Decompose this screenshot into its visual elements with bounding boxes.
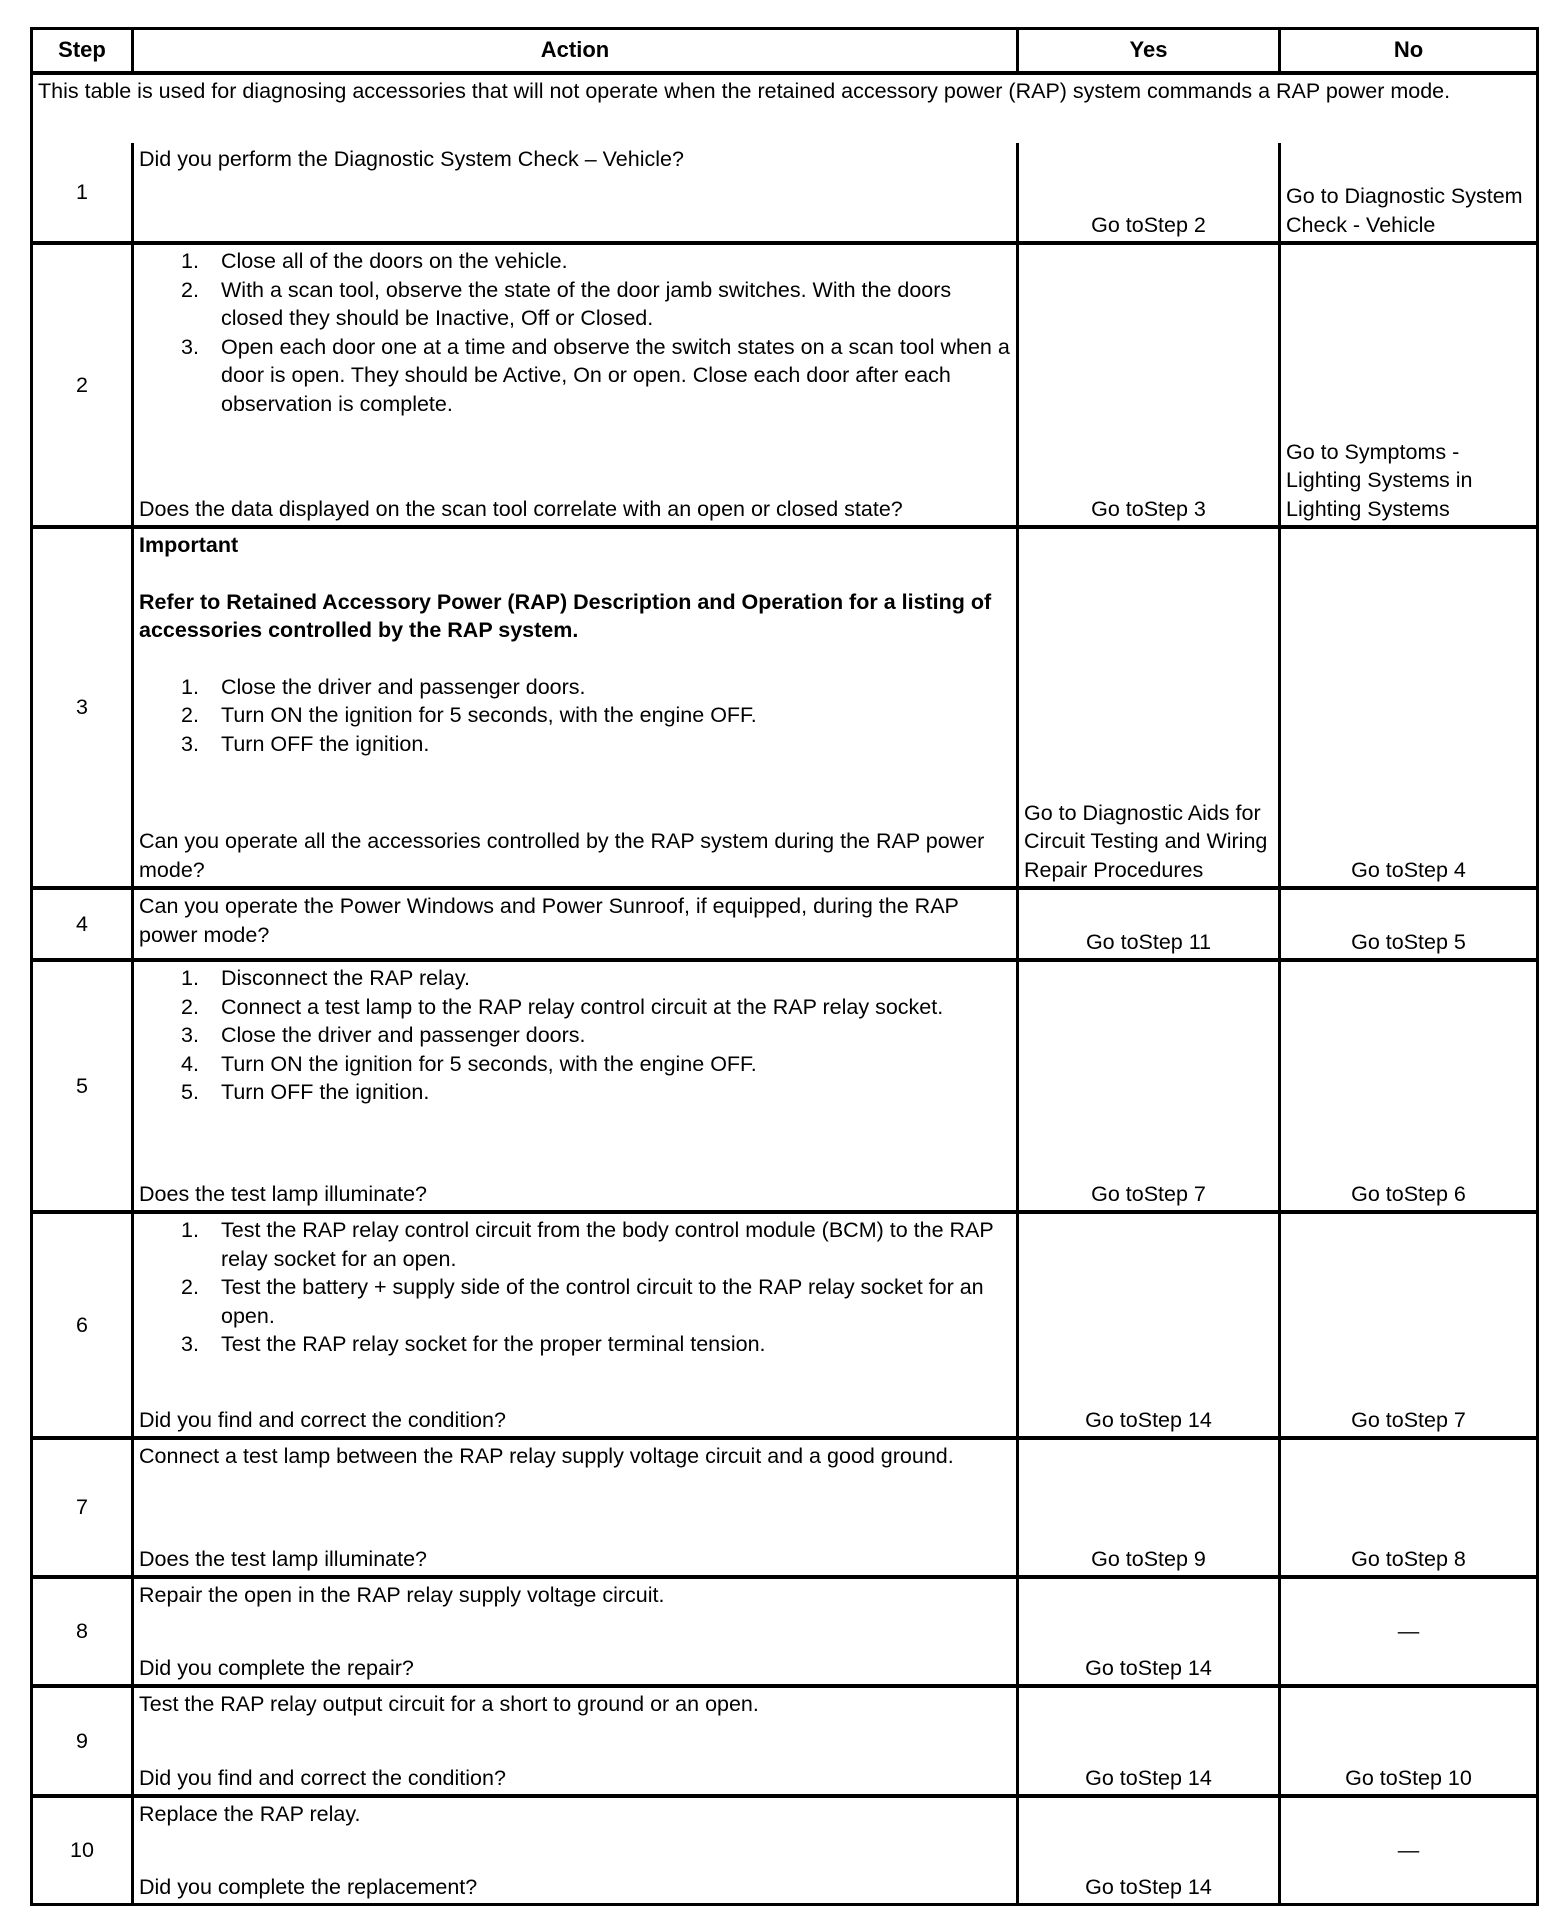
no-cell bbox=[1278, 1688, 1536, 1794]
list-text: Test the battery + supply side of the control circuit to the RAP relay socket for an open. bbox=[221, 1275, 984, 1328]
list-number: 2. bbox=[181, 1275, 199, 1299]
yes-cell bbox=[1016, 1214, 1278, 1436]
action-cell bbox=[131, 890, 1016, 958]
step-number: 3 bbox=[76, 695, 88, 720]
list-number: 3. bbox=[181, 1332, 199, 1356]
step-number: 10 bbox=[70, 1838, 94, 1863]
action-text: Can you operate the Power Windows and Power Sunroof, if equipped, during the RAP power mode? bbox=[139, 894, 959, 947]
yes-cell bbox=[1016, 962, 1278, 1210]
list-item bbox=[139, 1216, 1011, 1273]
list-number: 2. bbox=[181, 994, 199, 1019]
step-number: 2 bbox=[76, 372, 88, 397]
yes-result: Go toStep 9 bbox=[1091, 1546, 1206, 1571]
list-item bbox=[139, 276, 1011, 333]
action-cell bbox=[131, 1579, 1016, 1684]
list-item bbox=[139, 1050, 1011, 1079]
header-no: No bbox=[1278, 30, 1536, 71]
step-number: 9 bbox=[76, 1728, 88, 1753]
table-row bbox=[33, 958, 1536, 1210]
list-item bbox=[139, 1078, 1011, 1107]
action-question: Does the data displayed on the scan tool correlate with an open or closed state? bbox=[139, 496, 903, 521]
step-number: 6 bbox=[76, 1312, 88, 1337]
action-cell bbox=[131, 1440, 1016, 1575]
table-row bbox=[33, 1794, 1536, 1903]
list-text: With a scan tool, observe the state of the door jamb switches. With the doors closed they should be Inactive, Off or Closed. bbox=[221, 277, 952, 330]
table-row bbox=[33, 1684, 1536, 1794]
list-text: Close the driver and passenger doors. bbox=[221, 674, 586, 699]
list-text: Connect a test lamp to the RAP relay control circuit at the RAP relay socket. bbox=[221, 994, 944, 1019]
table-row bbox=[33, 241, 1536, 525]
list-item bbox=[139, 964, 1011, 993]
yes-result: Go toStep 2 bbox=[1091, 212, 1206, 237]
yes-result: Go toStep 14 bbox=[1085, 1765, 1212, 1790]
header-row bbox=[33, 30, 1536, 71]
list-number: 1. bbox=[181, 1218, 199, 1242]
yes-cell bbox=[1016, 143, 1278, 241]
no-result: Go toStep 4 bbox=[1351, 857, 1466, 882]
yes-cell bbox=[1016, 1688, 1278, 1794]
table-row bbox=[33, 1210, 1536, 1436]
action-cell bbox=[131, 1688, 1016, 1794]
list-item bbox=[139, 1273, 1011, 1330]
yes-cell bbox=[1016, 245, 1278, 525]
list-number: 1. bbox=[181, 966, 199, 990]
list-number: 2. bbox=[181, 277, 199, 302]
list-text: Test the RAP relay control circuit from the body control module (BCM) to the RAP relay socket for an open. bbox=[221, 1218, 994, 1271]
list-item bbox=[139, 730, 1011, 759]
step-number: 8 bbox=[76, 1619, 88, 1644]
list-item bbox=[139, 673, 1011, 702]
step-number: 4 bbox=[76, 911, 88, 936]
list-number: 3. bbox=[181, 334, 199, 359]
no-result: Go toStep 5 bbox=[1351, 929, 1466, 954]
list-number: 4. bbox=[181, 1051, 199, 1076]
action-question: Did you find and correct the condition? bbox=[139, 1407, 506, 1432]
action-question: Did you complete the replacement? bbox=[139, 1874, 478, 1899]
header-yes: Yes bbox=[1016, 30, 1278, 71]
list-text: Turn ON the ignition for 5 seconds, with the engine OFF. bbox=[221, 703, 757, 727]
no-result: Go to Symptoms - Lighting Systems in Lighting Systems bbox=[1286, 439, 1473, 521]
spacer bbox=[139, 645, 1011, 673]
action-question: Does the test lamp illuminate? bbox=[139, 1181, 428, 1206]
action-cell bbox=[131, 529, 1016, 886]
no-cell bbox=[1278, 1798, 1536, 1903]
action-question: Did you find and correct the condition? bbox=[139, 1765, 506, 1790]
intro-text: This table is used for diagnosing accessories that will not operate when the retained accessory power (RAP) system commands a RAP power mode. bbox=[33, 71, 1536, 143]
spacer bbox=[139, 560, 1011, 588]
no-cell bbox=[1278, 245, 1536, 525]
action-instructions bbox=[139, 892, 1011, 949]
action-instructions bbox=[139, 247, 1011, 418]
no-result: Go toStep 10 bbox=[1345, 1765, 1472, 1790]
no-result: Go toStep 8 bbox=[1351, 1546, 1466, 1571]
list-text: Close the driver and passenger doors. bbox=[221, 1023, 586, 1047]
yes-result: Go toStep 14 bbox=[1085, 1407, 1212, 1432]
list-number: 1. bbox=[181, 249, 199, 273]
no-result: Go to Diagnostic System Check - Vehicle bbox=[1286, 184, 1523, 237]
action-text: Did you perform the Diagnostic System Check – Vehicle? bbox=[139, 147, 684, 171]
action-text: Connect a test lamp between the RAP relay supply voltage circuit and a good ground. bbox=[139, 1444, 954, 1468]
table-row bbox=[33, 525, 1536, 886]
table-row bbox=[33, 143, 1536, 241]
important-note: Important bbox=[139, 533, 239, 557]
list-item bbox=[139, 701, 1011, 730]
yes-result: Go toStep 14 bbox=[1085, 1655, 1212, 1680]
list-number: 2. bbox=[181, 703, 199, 727]
yes-cell bbox=[1016, 890, 1278, 958]
list-number: 3. bbox=[181, 731, 199, 756]
action-instructions bbox=[139, 1800, 1011, 1829]
yes-cell bbox=[1016, 529, 1278, 886]
action-cell bbox=[131, 245, 1016, 525]
list-text: Turn OFF the ignition. bbox=[221, 731, 430, 756]
yes-result: Go toStep 11 bbox=[1085, 929, 1212, 954]
important-note: Refer to Retained Accessory Power (RAP) Description and Operation for a listing of accessories controlled by the RAP system. bbox=[139, 589, 992, 642]
no-cell bbox=[1278, 962, 1536, 1210]
table-row bbox=[33, 1436, 1536, 1575]
action-instructions bbox=[139, 145, 1011, 174]
no-cell bbox=[1278, 529, 1536, 886]
list-text: Turn ON the ignition for 5 seconds, with the engine OFF. bbox=[221, 1051, 757, 1076]
step-number: 5 bbox=[76, 1073, 88, 1098]
list-text: Turn OFF the ignition. bbox=[221, 1080, 430, 1104]
yes-result: Go toStep 14 bbox=[1085, 1874, 1212, 1899]
header-action: Action bbox=[131, 30, 1016, 71]
yes-cell bbox=[1016, 1440, 1278, 1575]
step-number: 7 bbox=[76, 1495, 88, 1520]
yes-result: Go to Diagnostic Aids for Circuit Testing and Wiring Repair Procedures bbox=[1024, 800, 1268, 882]
action-instructions bbox=[139, 1442, 1011, 1471]
list-item bbox=[139, 333, 1011, 419]
action-cell bbox=[131, 962, 1016, 1210]
step-number: 1 bbox=[76, 179, 88, 204]
no-cell bbox=[1278, 890, 1536, 958]
yes-cell bbox=[1016, 1579, 1278, 1684]
diagnostic-table bbox=[30, 27, 1539, 1906]
list-item bbox=[139, 1330, 1011, 1359]
action-instructions bbox=[139, 1581, 1011, 1610]
action-cell bbox=[131, 1214, 1016, 1436]
no-result: — bbox=[1397, 1838, 1420, 1863]
list-item bbox=[139, 247, 1011, 276]
table-row bbox=[33, 1575, 1536, 1684]
action-instructions bbox=[139, 964, 1011, 1107]
yes-cell bbox=[1016, 1798, 1278, 1903]
list-text: Test the RAP relay socket for the proper terminal tension. bbox=[221, 1332, 766, 1356]
no-cell bbox=[1278, 143, 1536, 241]
list-text: Open each door one at a time and observe the switch states on a scan tool when a door is open. They should be Active, On or open. Close each door after each observation is complete. bbox=[221, 334, 1010, 416]
action-text: Test the RAP relay output circuit for a short to ground or an open. bbox=[139, 1692, 759, 1716]
no-result: Go toStep 6 bbox=[1351, 1181, 1466, 1206]
no-cell bbox=[1278, 1579, 1536, 1684]
action-cell bbox=[131, 143, 1016, 241]
table-row bbox=[33, 886, 1536, 958]
yes-result: Go toStep 7 bbox=[1091, 1181, 1206, 1206]
action-question: Can you operate all the accessories controlled by the RAP system during the RAP power mode? bbox=[139, 829, 985, 882]
header-step: Step bbox=[58, 37, 106, 63]
no-cell bbox=[1278, 1214, 1536, 1436]
action-instructions bbox=[139, 1690, 1011, 1719]
list-number: 1. bbox=[181, 674, 199, 699]
no-cell bbox=[1278, 1440, 1536, 1575]
list-number: 3. bbox=[181, 1023, 199, 1047]
action-text: Repair the open in the RAP relay supply voltage circuit. bbox=[139, 1583, 665, 1607]
yes-result: Go toStep 3 bbox=[1091, 496, 1206, 521]
action-instructions bbox=[139, 531, 1011, 758]
action-question: Did you complete the repair? bbox=[139, 1655, 414, 1680]
list-item bbox=[139, 1021, 1011, 1050]
action-text: Replace the RAP relay. bbox=[139, 1802, 361, 1826]
list-text: Close all of the doors on the vehicle. bbox=[221, 249, 568, 273]
action-question: Does the test lamp illuminate? bbox=[139, 1546, 428, 1571]
list-text: Disconnect the RAP relay. bbox=[221, 966, 470, 990]
action-cell bbox=[131, 1798, 1016, 1903]
no-result: Go toStep 7 bbox=[1351, 1407, 1466, 1432]
list-number: 5. bbox=[181, 1080, 199, 1104]
no-result: — bbox=[1397, 1619, 1420, 1644]
list-item bbox=[139, 993, 1011, 1022]
action-instructions bbox=[139, 1216, 1011, 1359]
